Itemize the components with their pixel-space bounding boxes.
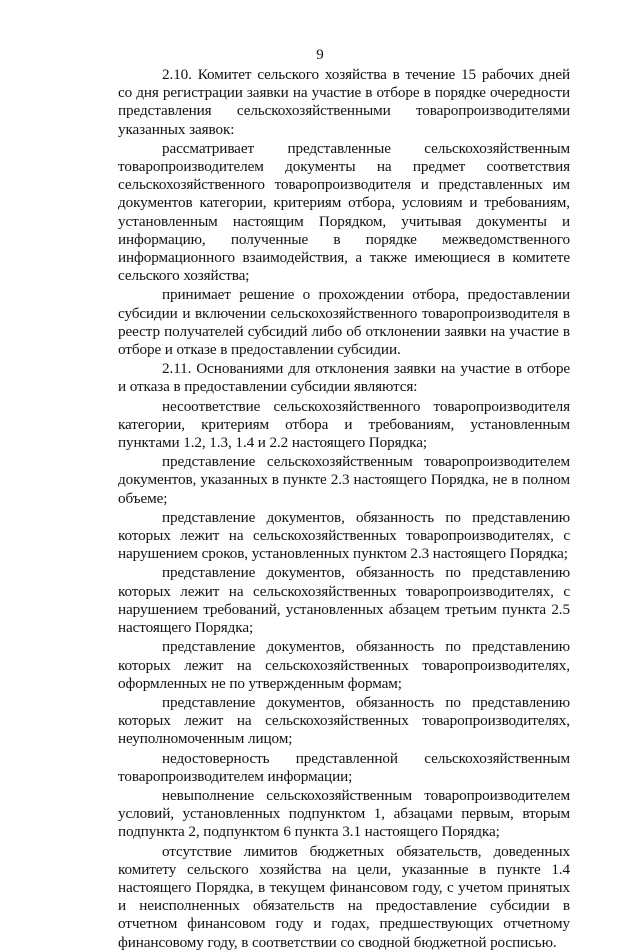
list-item-noncompliance: несоответствие сельскохозяйственного товаропроизводителя категории, критериям отбора и требованиям, установленным пунктами 1.2, 1.3, 1.4 и 2.2 настоящего Порядка; bbox=[118, 397, 570, 452]
list-item-wrong-forms: представление документов, обязанность по представлению которых лежит на сельскохозяйственных товаропроизводителях, оформленных не по утвержденным формам; bbox=[118, 638, 570, 692]
paragraph-2-10: 2.10. Комитет сельского хозяйства в течение 15 рабочих дней со дня регистрации заявки на участие в отборе в порядке очередности представления сельскохозяйственными товаропроизводителями указанных заявок: bbox=[118, 66, 570, 138]
list-item-incomplete-documents: представление сельскохозяйственным товаропроизводителем документов, указанных в пункте 2.3 настоящего Порядка, не в полном объеме; bbox=[118, 453, 570, 507]
list-item-no-budget-limits: отсутствие лимитов бюджетных обязательств, доведенных комитету сельского хозяйства на цели, указанные в пункте 1.4 настоящего Порядка, в текущем финансовом году, с учетом принятых и неисполненных обязательств на предоставление субсидии в отчетном финансовом году и годах, предшествующих отчетному финансовому году, в соответствии со сводной бюджетной росписью. bbox=[118, 842, 570, 951]
list-item-conditions-not-met: невыполнение сельскохозяйственным товаропроизводителем условий, установленных подпунктом 1, абзацами первым, вторым подпункта 2, подпунктом 6 пункта 3.1 настоящего Порядка; bbox=[118, 786, 570, 841]
paragraph-review-documents: рассматривает представленные сельскохозяйственным товаропроизводителем документы на предмет соответствия сельскохозяйственного товаропроизводителя и представленных им документов категории, критериям отбора, условиям и требованиям, установленным настоящим Порядком, учитывая документы и информацию, полученные в порядке межведомственного информационного взаимодействия, а также имеющиеся в комитете сельского хозяйства; bbox=[118, 139, 570, 285]
page-number: 9 bbox=[316, 47, 324, 63]
list-item-unauthorized-person: представление документов, обязанность по представлению которых лежит на сельскохозяйственных товаропроизводителях, неуполномоченным лицом; bbox=[118, 693, 570, 748]
document-body bbox=[118, 66, 570, 952]
list-item-false-information: недостоверность представленной сельскохозяйственным товаропроизводителем информации; bbox=[118, 749, 570, 785]
list-item-late-documents: представление документов, обязанность по представлению которых лежит на сельскохозяйственных товаропроизводителях, с нарушением сроков, установленных пунктом 2.3 настоящего Порядка; bbox=[118, 508, 570, 563]
list-item-requirements-violation: представление документов, обязанность по представлению которых лежит на сельскохозяйственных товаропроизводителях, с нарушением требований, установленных абзацем третьим пункта 2.5 настоящего Порядка; bbox=[118, 564, 570, 637]
paragraph-decision: принимает решение о прохождении отбора, предоставлении субсидии и включении сельскохозяйственного товаропроизводителя в реестр получателей субсидий либо об отклонении заявки на участие в отборе и отказе в предоставлении субсидии. bbox=[118, 286, 570, 359]
paragraph-2-11: 2.11. Основаниями для отклонения заявки на участие в отборе и отказа в предоставлении субсидии являются: bbox=[118, 360, 570, 396]
